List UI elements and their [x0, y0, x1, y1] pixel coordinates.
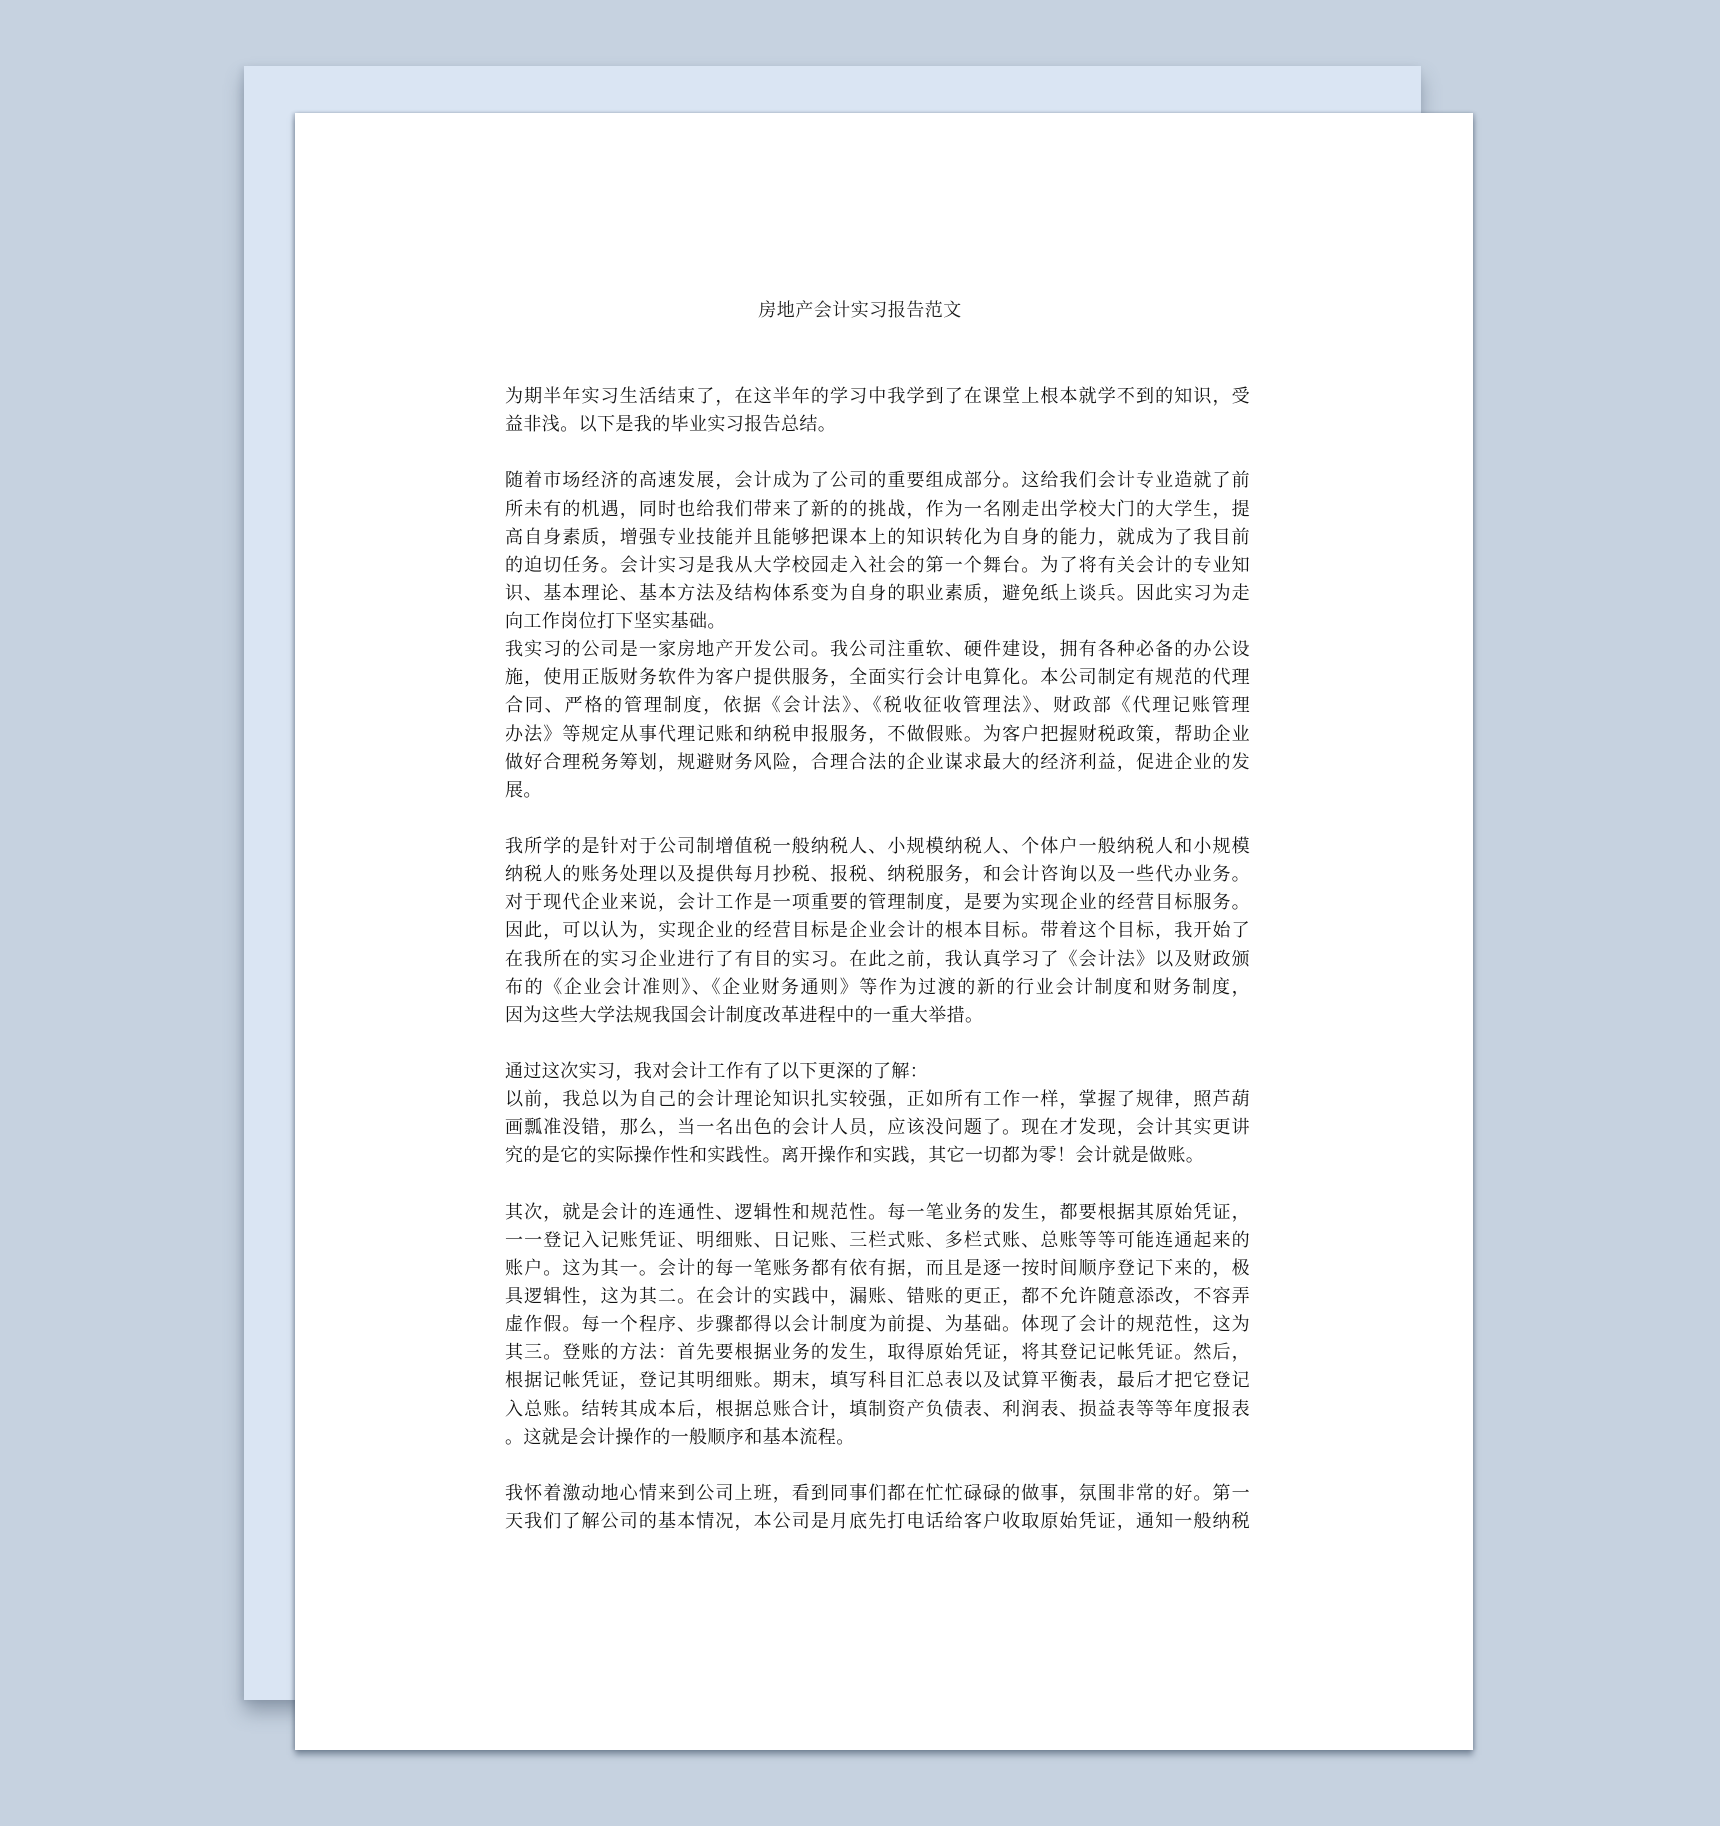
text-line: 向工作岗位打下坚实基础。: [505, 611, 726, 632]
text-line: 我所学的是针对于公司制增值税一般纳税人、小规模纳税人、个体户一般纳税人和小规模: [505, 836, 1250, 857]
text-line: 我怀着激动地心情来到公司上班，看到同事们都在忙忙碌碌的做事，氛围非常的好。第一: [505, 1482, 1250, 1504]
text-line: 其三。登账的方法：首先要根据业务的发生，取得原始凭证，将其登记记帐凭证。然后，: [505, 1342, 1250, 1364]
text-line: 虚作假。每一个程序、步骤都得以会计制度为前提、为基础。体现了会计的规范性，这为: [505, 1314, 1250, 1336]
text-line: 入总账。结转其成本后，根据总账合计，填制资产负债表、利润表、损益表等等年度报表: [505, 1398, 1250, 1420]
text-line: 一一登记入记账凭证、明细账、日记账、三栏式账、多栏式账、总账等等可能连通起来的: [505, 1229, 1250, 1251]
text-line: 为期半年实习生活结束了，在这半年的学习中我学到了在课堂上根本就学不到的知识，受: [505, 386, 1250, 407]
text-line: 因此，可以认为，实现企业的经营目标是企业会计的根本目标。带着这个目标，我开始了: [505, 920, 1250, 942]
text-line: 具逻辑性，这为其二。在会计的实践中，漏账、错账的更正，都不允许随意添改，不容弄: [505, 1286, 1250, 1307]
text-line: 根据记帐凭证，登记其明细账。期末，填写科目汇总表以及试算平衡表，最后才把它登记: [505, 1370, 1250, 1392]
text-line: 做好合理税务筹划，规避财务风险，合理合法的企业谋求最大的经济利益，促进企业的发: [505, 751, 1250, 773]
text-line: 账户。这为其一。会计的每一笔账务都有依有据，而且是逐一按时间顺序登记下来的，极: [505, 1257, 1250, 1279]
text-line: 其次，就是会计的连通性、逻辑性和规范性。每一笔业务的发生，都要根据其原始凭证，: [505, 1201, 1250, 1223]
text-line: 纳税人的账务处理以及提供每月抄税、报税、纳税服务，和会计咨询以及一些代办业务。: [505, 864, 1250, 886]
text-line: 的迫切任务。会计实习是我从大学校园走入社会的第一个舞台。为了将有关会计的专业知: [505, 554, 1250, 576]
paragraph-spacer: [505, 805, 1250, 833]
paragraph-spacer: [505, 439, 1250, 467]
paragraph-spacer: [505, 1030, 1250, 1058]
document-title: 房地产会计实习报告范文: [758, 300, 962, 321]
text-line: 以前，我总以为自己的会计理论知识扎实较强，正如所有工作一样，掌握了规律，照芦葫: [505, 1089, 1250, 1111]
text-line: 高自身素质，增强专业技能并且能够把课本上的知识转化为自身的能力，就成为了我目前: [505, 526, 1250, 548]
text-line: 究的是它的实际操作性和实践性。离开操作和实践，其它一切都为零！会计就是做账。: [505, 1145, 1205, 1167]
text-line: 布的《企业会计准则》、《企业财务通则》等作为过渡的新的行业会计制度和财务制度，: [505, 976, 1250, 998]
paragraph-spacer: [505, 1452, 1250, 1480]
text-line: 合同、严格的管理制度，依据《会计法》、《税收征收管理法》、财政部《代理记账管理: [505, 695, 1250, 717]
text-line: 展。: [505, 779, 542, 801]
text-line: 对于现代企业来说，会计工作是一项重要的管理制度，是要为实现企业的经营目标服务。: [505, 892, 1250, 914]
paragraph-spacer: [505, 1171, 1250, 1199]
text-line: 所未有的机遇，同时也给我们带来了新的的挑战，作为一名刚走出学校大门的大学生，提: [505, 498, 1250, 520]
text-line: 识、基本理论、基本方法及结构体系变为自身的职业素质，避免纸上谈兵。因此实习为走: [505, 582, 1250, 604]
text-line: 。这就是会计操作的一般顺序和基本流程。: [505, 1426, 855, 1448]
text-line: 画瓢准没错，那么，当一名出色的会计人员，应该没问题了。现在才发现，会计其实更讲: [505, 1117, 1250, 1139]
text-line: 办法》等规定从事代理记账和纳税申报服务，不做假账。为客户把握财税政策，帮助企业: [505, 723, 1250, 745]
text-line: 随着市场经济的高速发展，会计成为了公司的重要组成部分。这给我们会计专业造就了前: [505, 470, 1250, 492]
document-body: [505, 383, 1250, 1536]
text-line: 益非浅。以下是我的毕业实习报告总结。: [505, 414, 837, 436]
text-line: 通过这次实习，我对会计工作有了以下更深的了解：: [505, 1061, 929, 1082]
text-line: 因为这些大学法规我国会计制度改革进程中的一重大举措。: [505, 1004, 984, 1026]
text-line: 我实习的公司是一家房地产开发公司。我公司注重软、硬件建设，拥有各种必备的办公设: [505, 639, 1250, 661]
text-line: 施，使用正版财务软件为客户提供服务，全面实行会计电算化。本公司制定有规范的代理: [505, 667, 1250, 689]
text-line: 天我们了解公司的基本情况，本公司是月底先打电话给客户收取原始凭证，通知一般纳税: [505, 1511, 1250, 1532]
text-line: 在我所在的实习企业进行了有目的实习。在此之前，我认真学习了《会计法》以及财政颁: [505, 948, 1250, 970]
